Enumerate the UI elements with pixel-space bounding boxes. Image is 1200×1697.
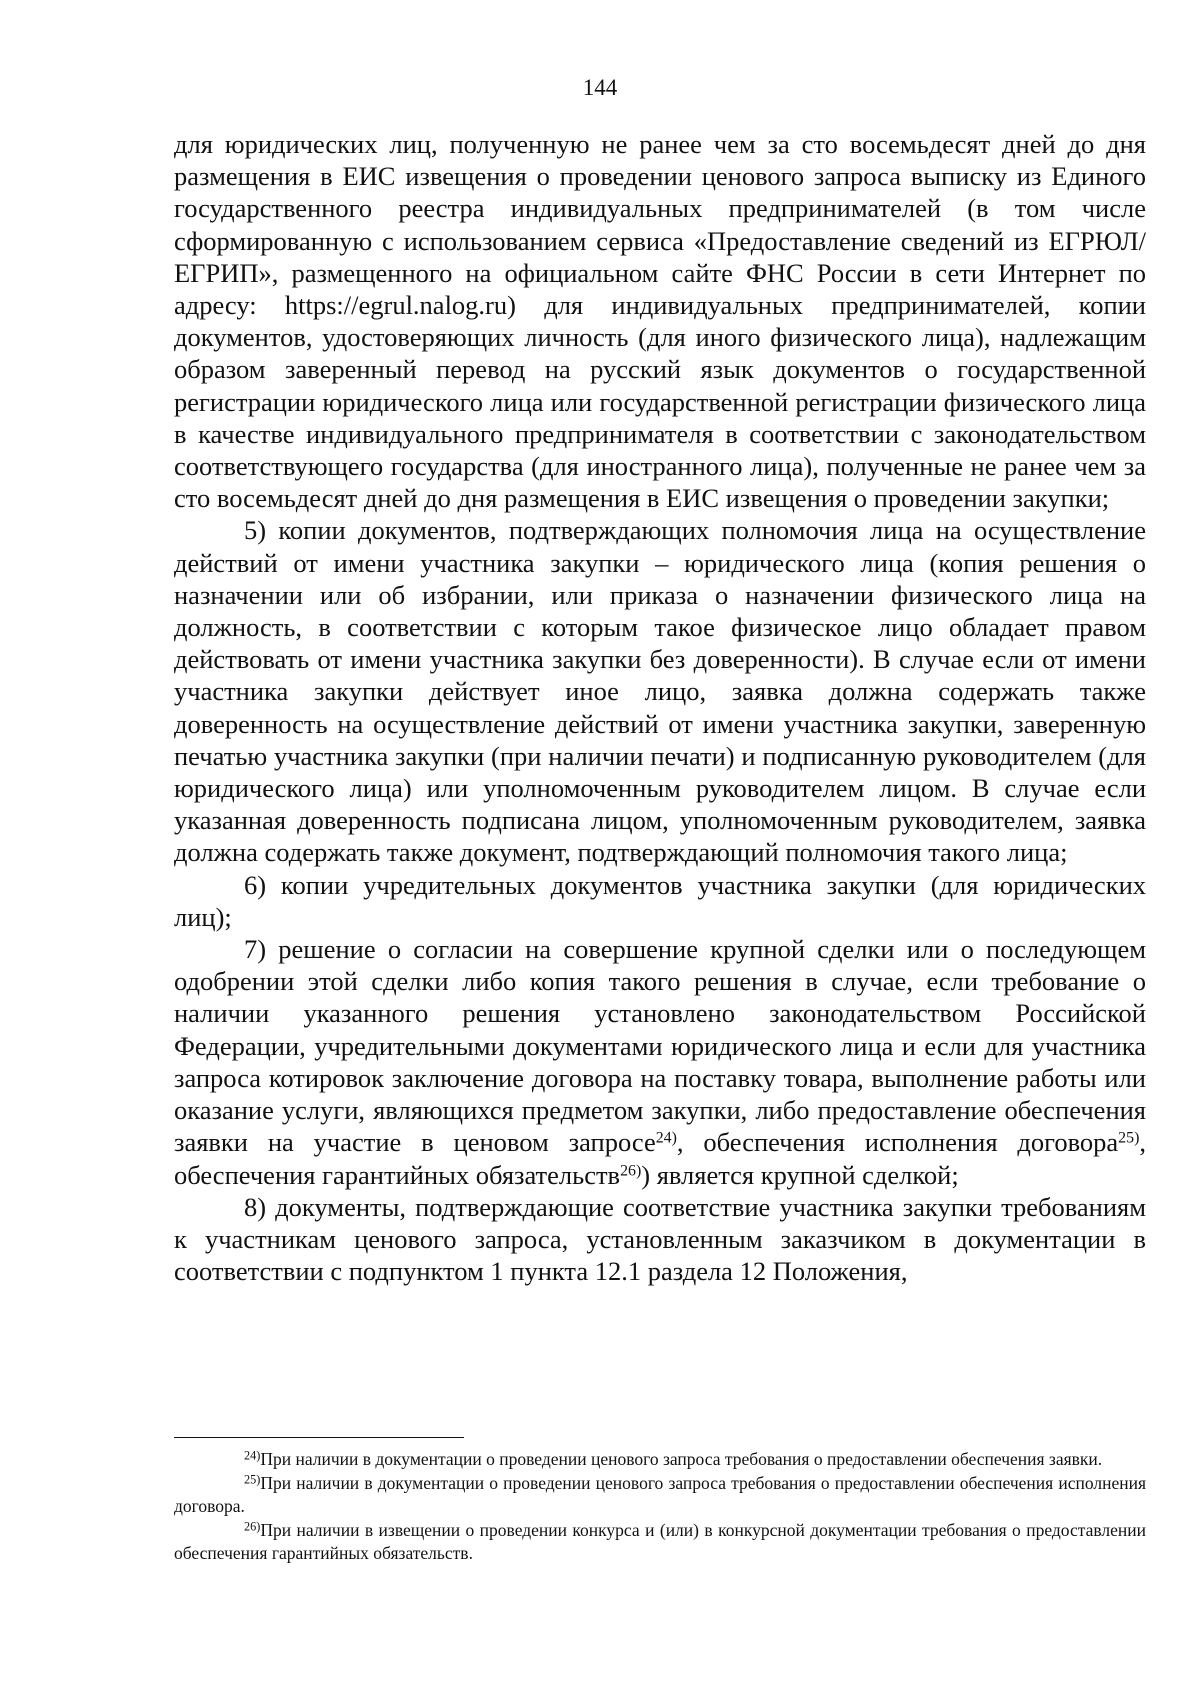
footnote-reference: 26)	[620, 1161, 642, 1179]
footnote-marker: 24)	[244, 1448, 261, 1463]
paragraph	[174, 933, 1146, 1191]
footnote-marker: 25)	[244, 1472, 261, 1486]
paragraph-text: 8) документы, подтверждающие соответствие участника закупки требованиям к участникам ценового запроса, установленным заказчиком в документации в соответствии с подпунктом 1 пункта 12.1 раздела 12 Положения,	[174, 1191, 1146, 1287]
footnote-reference: 24)	[655, 1129, 677, 1147]
footnote-separator	[174, 1437, 464, 1438]
paragraph-text: ) является крупной сделкой;	[641, 1159, 959, 1190]
footnote-text: При наличии в извещении о проведении конкурса и (или) в конкурсной документации требования о предоставлении обеспечения гарантийных обязательств.	[174, 1519, 1146, 1563]
footnote-marker: 26)	[244, 1519, 261, 1533]
paragraph-text: 6) копии учредительных документов участника закупки (для юридических лиц);	[174, 869, 1146, 932]
footnote-text: При наличии в документации о проведении ценового запроса требования о предоставлении обеспечения заявки.	[260, 1449, 1103, 1469]
paragraph-text: , обеспечения гарантийных обязательств	[174, 1127, 1146, 1190]
footnotes	[174, 1448, 1146, 1566]
paragraph	[174, 1191, 1146, 1288]
footnote-reference: 25)	[1118, 1129, 1140, 1147]
paragraph	[174, 128, 1146, 514]
paragraph	[174, 514, 1146, 868]
footnote	[174, 1519, 1146, 1566]
footnote-text: При наличии в документации о проведении ценового запроса требования о предоставлении обеспечения исполнения договора.	[174, 1472, 1146, 1516]
body-text	[174, 128, 1146, 1287]
paragraph-text: , обеспечения исполнения договора	[676, 1127, 1119, 1158]
paragraph-text: 5) копии документов, подтверждающих полномочия лица на осуществление действий от имени участника закупки – юридического лица (копия решения о назначении или об избрании, или приказа о назначении физического лица на должность, в соответствии с которым такое физическое лицо обладает правом действовать от имени участника закупки без доверенности). В случае если от имени участника закупки действует иное лицо, заявка должна содержать также доверенность на осуществление действий от имени участника закупки, заверенную печатью участника закупки (при наличии печати) и подписанную руководителем (для юридического лица) или уполномоченным руководителем лицом. В случае если указанная доверенность подписана лицом, уполномоченным руководителем, заявка должна содержать также документ, подтверждающий полномочия такого лица;	[174, 515, 1146, 868]
paragraph-text: для юридических лиц, полученную не ранее чем за сто восемьдесят дней до дня размещения в ЕИС извещения о проведении ценового запроса выписку из Единого государственного реестра индивидуальных предпринимателей (в том числе сформированную с использованием сервиса «Предоставление сведений из ЕГРЮЛ/ЕГРИП», размещенного на официальном сайте ФНС России в сети Интернет по адресу: https://egrul.nalog.ru) для индивидуальных предпринимателей, копии документов, удостоверяющих личность (для иного физического лица), надлежащим образом заверенный перевод на русский язык документов о государственной регистрации юридического лица или государственной регистрации физического лица в качестве индивидуального предпринимателя в соответствии с законодательством соответствующего государства (для иностранного лица), полученные не ранее чем за сто восемьдесят дней до дня размещения в ЕИС извещения о проведении закупки;	[174, 129, 1146, 514]
page-number: 144	[582, 75, 618, 100]
footnote	[174, 1472, 1146, 1519]
paragraph-text: 7) решение о согласии на совершение крупной сделки или о последующем одобрении этой сделки либо копия такого решения в случае, если требование о наличии указанного решения установлено законодательством Российской Федерации, учредительными документами юридического лица и если для участника запроса котировок заключение договора на поставку товара, выполнение работы или оказание услуги, являющихся предметом закупки, либо предоставление обеспечения заявки на участие в ценовом запросе	[174, 934, 1146, 1158]
paragraph	[174, 869, 1146, 933]
footnote	[174, 1448, 1146, 1472]
